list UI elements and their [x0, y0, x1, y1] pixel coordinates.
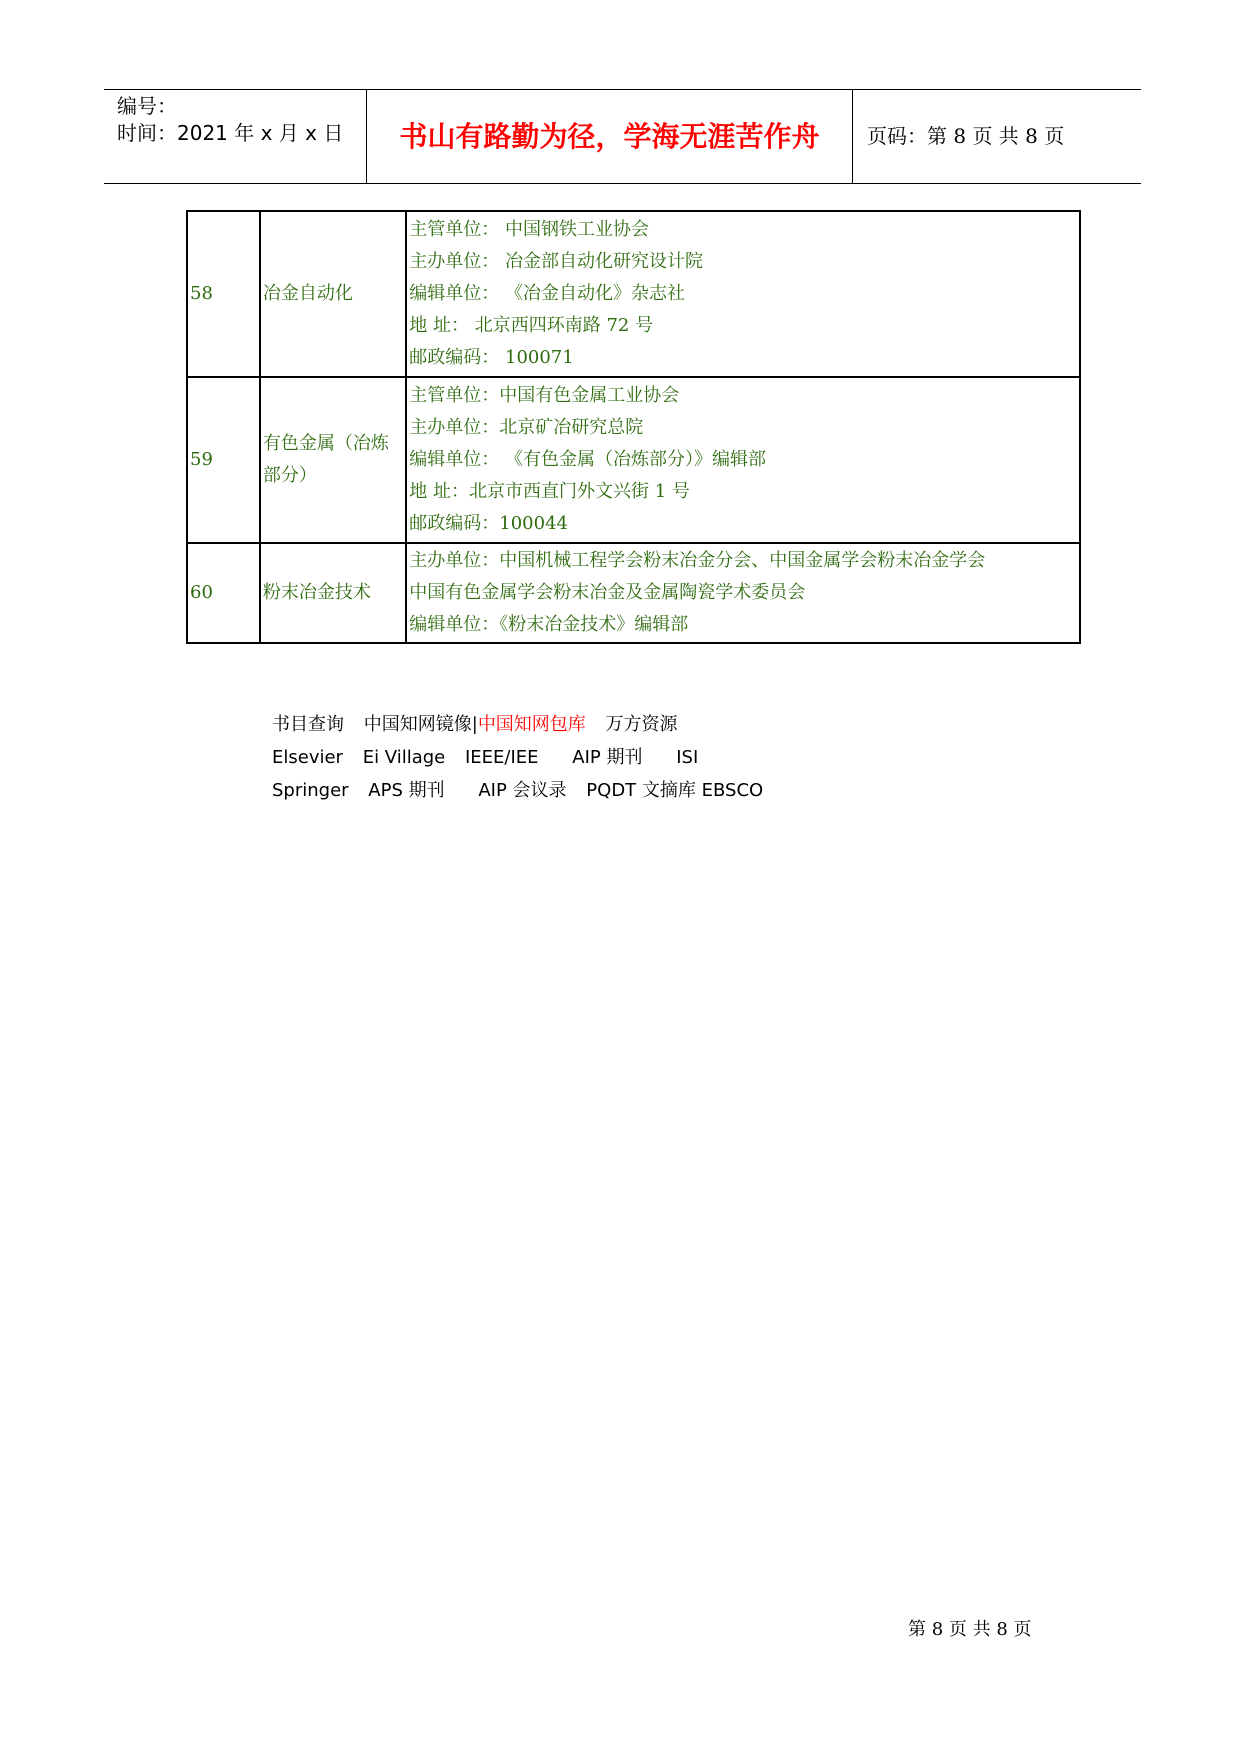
info-line: 编辑单位： 《冶金自动化》杂志社 — [409, 283, 686, 304]
journal-info — [406, 211, 1080, 377]
table-row — [187, 377, 1080, 543]
link-cnki-mirror[interactable]: 中国知网镜像 — [363, 714, 472, 735]
journal-number: 59 — [187, 377, 260, 543]
link-separator: | — [471, 714, 478, 735]
link-wanfang[interactable]: 万方资源 — [605, 714, 678, 735]
link-ebsco[interactable]: EBSCO — [701, 780, 764, 801]
journal-name — [260, 543, 406, 643]
info-line: 邮政编码： 100071 — [409, 347, 574, 368]
info-line: 主管单位： 中国钢铁工业协会 — [409, 219, 650, 240]
info-line: 地 址：北京市西直门外文兴街 1 号 — [409, 481, 690, 502]
link-springer[interactable]: Springer — [272, 780, 349, 801]
journal-number: 58 — [187, 211, 260, 377]
header-page-number: 页码：第 8 页 共 8 页 — [867, 124, 1065, 148]
journal-name-text: 有色金属（冶炼部分） — [262, 433, 389, 486]
journal-table — [186, 210, 1081, 644]
table-row — [187, 543, 1080, 643]
link-elsevier[interactable]: Elsevier — [272, 747, 343, 768]
link-row — [272, 708, 763, 741]
journal-number: 60 — [187, 543, 260, 643]
journal-info — [406, 377, 1080, 543]
journal-name-text: 粉末冶金技术 — [262, 582, 371, 603]
info-line: 邮政编码：100044 — [409, 513, 568, 534]
link-cnki-package[interactable]: 中国知网包库 — [477, 714, 586, 735]
resource-links — [272, 708, 763, 807]
page-header — [104, 89, 1141, 184]
link-catalog-search[interactable]: 书目查询 — [272, 714, 344, 735]
link-ieee[interactable]: IEEE/IEE — [464, 747, 539, 768]
info-line: 中国有色金属学会粉末冶金及金属陶瓷学术委员会 — [409, 582, 806, 603]
link-row — [272, 774, 763, 807]
header-motto: 书山有路勤为径，学海无涯苦作舟 — [399, 120, 820, 153]
info-line: 主办单位：中国机械工程学会粉末冶金分会、中国金属学会粉末冶金学会 — [409, 550, 986, 571]
header-meta — [104, 90, 367, 183]
link-aip-proceedings[interactable]: AIP 会议录 — [478, 780, 567, 801]
link-ei-village[interactable]: Ei Village — [362, 747, 446, 768]
info-line: 主管单位：中国有色金属工业协会 — [409, 385, 680, 406]
info-line: 主办单位：北京矿冶研究总院 — [409, 417, 644, 438]
journal-name — [260, 211, 406, 377]
link-pqdt[interactable]: PQDT 文摘库 — [586, 780, 696, 801]
table-row — [187, 211, 1080, 377]
info-line: 地 址： 北京西四环南路 72 号 — [409, 315, 654, 336]
journal-name-text: 冶金自动化 — [262, 283, 353, 304]
info-line: 主办单位： 冶金部自动化研究设计院 — [409, 251, 704, 272]
header-motto-cell — [367, 90, 853, 183]
journal-info — [406, 543, 1080, 643]
journal-name — [260, 377, 406, 543]
link-row — [272, 741, 763, 774]
link-aps-journals[interactable]: APS 期刊 — [368, 780, 445, 801]
info-line: 编辑单位：《粉末冶金技术》编辑部 — [409, 614, 689, 635]
info-line: 编辑单位： 《有色金属（冶炼部分）》编辑部 — [409, 449, 767, 470]
header-page-cell — [853, 90, 1141, 183]
link-isi[interactable]: ISI — [676, 747, 699, 768]
page-footer: 第 8 页 共 8 页 — [908, 1619, 1032, 1640]
link-aip-journals[interactable]: AIP 期刊 — [572, 747, 643, 768]
document-date: 时间：2021 年 x 月 x 日 — [117, 121, 344, 145]
document-number-label: 编号： — [117, 94, 177, 118]
